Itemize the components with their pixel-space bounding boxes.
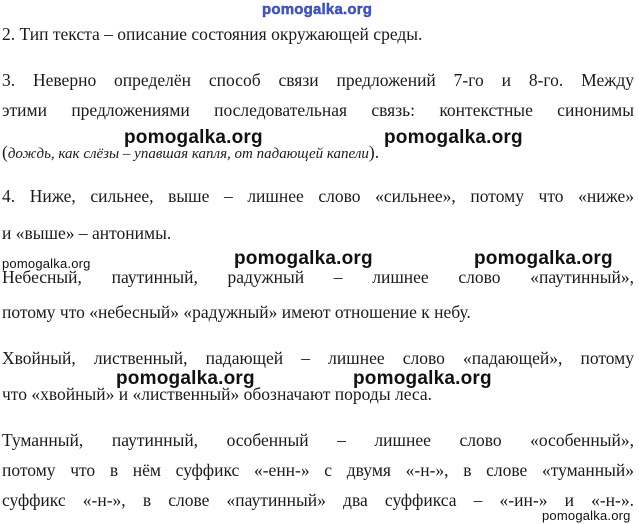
watermark: pomogalka.org xyxy=(116,368,255,389)
paragraph-7-line-2: потому что в нём суффикс «-енн-» с двумя «-н-», в слове «туманный» xyxy=(2,460,634,480)
answer-item-4-line-2: и «выше» – антонимы. xyxy=(2,223,172,243)
paragraph-6-line-2: что «хвойный» и «лиственный» обозначают породы леса. xyxy=(2,384,433,404)
paragraph-6-line-1: Хвойный, лиственный, падающей – лишнее слово «падающей», потому xyxy=(2,348,634,368)
paragraph-7-line-1: Туманный, паутинный, особенный – лишнее слово «особенный», xyxy=(2,430,634,450)
answer-item-3-line-2: этими предложениями последовательная связь: контекстные синонимы xyxy=(2,100,634,120)
answer-item-3-line-1: 3. Неверно определён способ связи предложений 7-го и 8-го. Между xyxy=(2,70,634,90)
paren-open: ( xyxy=(2,142,8,162)
answer-item-3-line-3 xyxy=(2,142,634,164)
watermark-small: pomogalka.org xyxy=(2,256,91,271)
answer-item-4-line-1: 4. Ниже, сильнее, выше – лишнее слово «сильнее», потому что «ниже» xyxy=(2,186,634,206)
answer-item-2: 2. Тип текста – описание состояния окружающей среды. xyxy=(2,24,423,44)
watermark: pomogalka.org xyxy=(234,248,373,269)
watermark: pomogalka.org xyxy=(474,248,613,269)
watermark: pomogalka.org xyxy=(384,127,523,148)
paragraph-5-line-2: потому что «небесный» «радужный» имеют отношение к небу. xyxy=(2,302,471,322)
watermark-small: pomogalka.org xyxy=(542,508,631,523)
paren-close: ). xyxy=(368,142,380,162)
paragraph-5-line-1: Небесный, паутинный, радужный – лишнее слово «паутинный», xyxy=(2,267,634,287)
watermark: pomogalka.org xyxy=(353,368,492,389)
watermark: pomogalka.org xyxy=(124,127,263,148)
paragraph-7-line-3: суффикс «-н-», в слове «паутинный» два суффикса – «-ин-» и «-н-». xyxy=(2,490,634,510)
watermark-top: pomogalka.org xyxy=(262,1,373,18)
context-synonyms-example: дождь, как слёзы – упавшая капля, от падающей капели xyxy=(7,146,369,162)
